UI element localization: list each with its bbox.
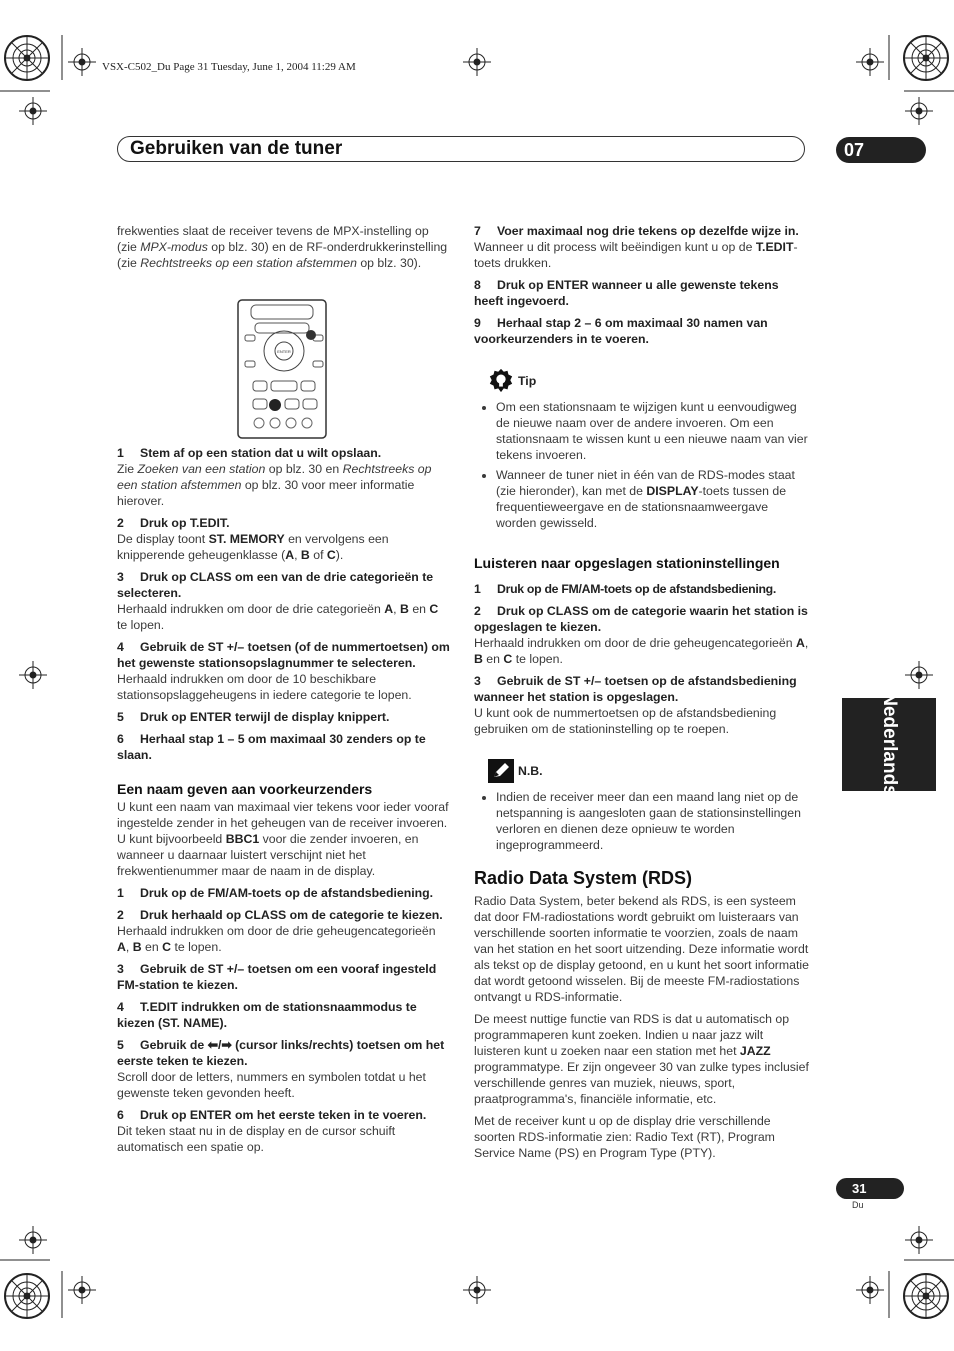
tip-item: • Om een stationsnaam te wijzigen kunt u eenvoudigweg de nieuwe naam over de andere invoeren. Om een stationsnaam te wissen kunt u een nieuwe naam van vier tekens invoeren. (496, 399, 810, 463)
crosshair-icon (19, 661, 47, 689)
note-item: • Indien de receiver meer dan een maand lang niet op de netspanning is aangesloten gaan de stationsinstellingen verloren en dienen deze opnieuw te worden ingeprogrammeerd. (496, 789, 810, 853)
crosshair-icon (19, 1226, 47, 1254)
listen-section-title: Luisteren naar opgeslagen stationinstellingen (474, 555, 780, 571)
crosshair-icon (856, 1276, 884, 1304)
naming-step-5-body: Scroll door de letters, nummers en symbolen totdat u het gewenste teken gevonden heeft. (117, 1070, 426, 1100)
naming-step-4-heading: 4 T.EDIT indrukken om de stationsnaammodus te kiezen (ST. NAME). (117, 1000, 417, 1030)
crosshair-icon (463, 48, 491, 76)
language-tab-label: Nederlands (879, 692, 900, 796)
tip-heading (488, 369, 810, 393)
rds-paragraph-1: Radio Data System, beter bekend als RDS, is een systeem dat door FM-radiostations wordt gebruikt om luisteraars van verschillende soorten informatie te voorzien, zoals de naam van het station en het soort uitzending. Deze informatie wordt als tekst op de display getoond, en u kunt het soort informatie dat wordt getoond wisselen. Bij de meeste FM-radiostations ontvangt u RDS-informatie. (474, 894, 809, 1004)
naming-step-6-heading: 6 Druk op ENTER om het eerste teken in te voeren. (117, 1108, 427, 1122)
step-3-heading: 3 Druk op CLASS om een van de drie categorieën te selecteren. (117, 570, 434, 600)
naming-step-6-body: Dit teken staat nu in de display en de cursor schuift automatisch een spatie op. (117, 1124, 396, 1154)
step-2-heading: 2 Druk op T.EDIT. (117, 516, 230, 530)
remote-enter-label: ENTER (277, 349, 291, 354)
right-column (474, 223, 810, 1167)
naming-step-1-heading: 1 Druk op de FM/AM-toets op de afstandsbediening. (117, 886, 434, 900)
crosshair-icon (905, 661, 933, 689)
remote-control-illustration (237, 299, 327, 439)
naming-step-5-heading: 5 Gebruik de ⬅/➡ (cursor links/rechts) toetsen om het eerste teken te kiezen. (117, 1038, 445, 1068)
crosshair-icon (19, 97, 47, 125)
rds-paragraph-3: Met de receiver kunt u op de display drie verschillende soorten RDS-informatie zien: Radio Text (RT), Program Service Name (PS) en Program Type (PTY). (474, 1114, 775, 1160)
step-1-body: Zie Zoeken van een station op blz. 30 en Rechtstreeks op een station afstemmen op blz. 30 voor meer informatie hierover. (117, 462, 432, 508)
tip-item: • Wanneer de tuner niet in één van de RDS-modes staat (zie hieronder), kan met de DISPLAY-toets tussen de frequentieweergave en de stationsnaamweergave worden gewisseld. (496, 467, 810, 531)
crosshair-icon (463, 1276, 491, 1304)
intro-paragraph: frekwenties slaat de receiver tevens de MPX-instelling op (zie MPX-modus op blz. 30) en de RF-onderdrukkerinstelling (zie Rechtstreeks op een station afstemmen op blz. 30). (117, 224, 448, 270)
step-1-heading: 1 Stem af op een station dat u wilt opslaan. (117, 446, 382, 460)
step-3-body: Herhaald indrukken om door de drie categorieën A, B en C te lopen. (117, 602, 439, 632)
crosshair-icon (68, 48, 96, 76)
listen-step-2-heading: 2 Druk op CLASS om de categorie waarin het station is opgeslagen te kiezen. (474, 604, 808, 634)
pencil-note-icon (488, 759, 514, 783)
starburst-icon (5, 1274, 49, 1318)
left-column (117, 445, 451, 1161)
crosshair-icon (905, 97, 933, 125)
naming-step-2-body: Herhaald indrukken om door de drie geheugencategorieën A, B en C te lopen. (117, 924, 436, 954)
page-language-code: Du (852, 1200, 864, 1210)
print-info: VSX-C502_Du Page 31 Tuesday, June 1, 2004 11:29 AM (102, 61, 356, 73)
step-8-heading: 8 Druk op ENTER wanneer u alle gewenste tekens heeft ingevoerd. (474, 278, 779, 308)
step-5-heading: 5 Druk op ENTER terwijl de display knippert. (117, 710, 390, 724)
step-7-body: Wanneer u dit process wilt beëindigen kunt u op de T.EDIT-toets drukken. (474, 240, 798, 270)
naming-step-2-heading: 2 Druk herhaald op CLASS om de categorie te kiezen. (117, 908, 443, 922)
listen-step-3-heading: 3 Gebruik de ST +/– toetsen op de afstandsbediening wanneer het station is opgeslagen. (474, 674, 797, 704)
page-number: 31 (836, 1178, 904, 1199)
crosshair-icon (856, 48, 884, 76)
tip-label: Tip (518, 374, 537, 388)
page-title: Gebruiken van de tuner (130, 138, 343, 159)
listen-step-3-body: U kunt ook de nummertoetsen op de afstandsbediening gebruiken om de stationinstelling op te roepen. (474, 706, 777, 736)
rds-section-title: Radio Data System (RDS) (474, 868, 693, 888)
naming-step-3-heading: 3 Gebruik de ST +/– toetsen om een vooraf ingesteld FM-station te kiezen. (117, 962, 437, 992)
step-9-heading: 9 Herhaal stap 2 – 6 om maximaal 30 namen van voorkeurzenders in te voeren. (474, 316, 768, 346)
step-4-body: Herhaald indrukken om door de 10 beschikbare stationsopslaggeheugens in iedere categorie te lopen. (117, 672, 412, 702)
language-tab (842, 692, 936, 796)
note-heading (488, 759, 810, 783)
rds-paragraph-2: De meest nuttige functie van RDS is dat u automatisch op programmaperen kunt zoeken. Indien u naar jazz wilt luisteren kunt u zoeken naar een station met het JAZZ programmatype. Er zijn ongeveer 30 van zulke types inclusief verschillende genres van muziek, nieuws, sport, praatprogramma's, financiële informatie, etc. (474, 1012, 809, 1106)
starburst-icon (904, 1274, 948, 1318)
step-7-heading: 7 Voer maximaal nog drie tekens op dezelfde wijze in. (474, 224, 799, 238)
note-list (474, 789, 810, 853)
step-6-heading: 6 Herhaal stap 1 – 5 om maximaal 30 zenders op te slaan. (117, 732, 426, 762)
listen-step-1-heading: 1 Druk op de FM/AM-toets op de afstandsbediening. (474, 582, 776, 596)
chapter-badge: 07 (836, 137, 926, 163)
note-label: N.B. (518, 764, 543, 778)
left-intro-column (117, 223, 451, 277)
crosshair-icon (68, 1276, 96, 1304)
crosshair-icon (905, 1226, 933, 1254)
step-4-heading: 4 Gebruik de ST +/– toetsen (of de nummertoetsen) om het gewenste stationsopslagnummer te selecteren. (117, 640, 450, 670)
tip-list (474, 399, 810, 531)
naming-section-title: Een naam geven aan voorkeurzenders (117, 781, 373, 797)
step-2-body: De display toont ST. MEMORY en vervolgens een knipperende geheugenklasse (A, B of C). (117, 532, 389, 562)
starburst-icon (5, 36, 49, 80)
naming-intro: U kunt een naam van maximaal vier tekens voor ieder vooraf ingestelde zender in het geheugen van de receiver invoeren. U kunt bijvoorbeeld BBC1 voor die zender invoeren, en wanneer u daarnaar luistert verschijnt niet het frekwentienummer maar de naam in de display. (117, 800, 449, 878)
listen-step-2-body: Herhaald indrukken om door de drie geheugencategorieën A, B en C te lopen. (474, 636, 809, 666)
starburst-icon (904, 36, 948, 80)
lightbulb-icon (488, 369, 514, 393)
